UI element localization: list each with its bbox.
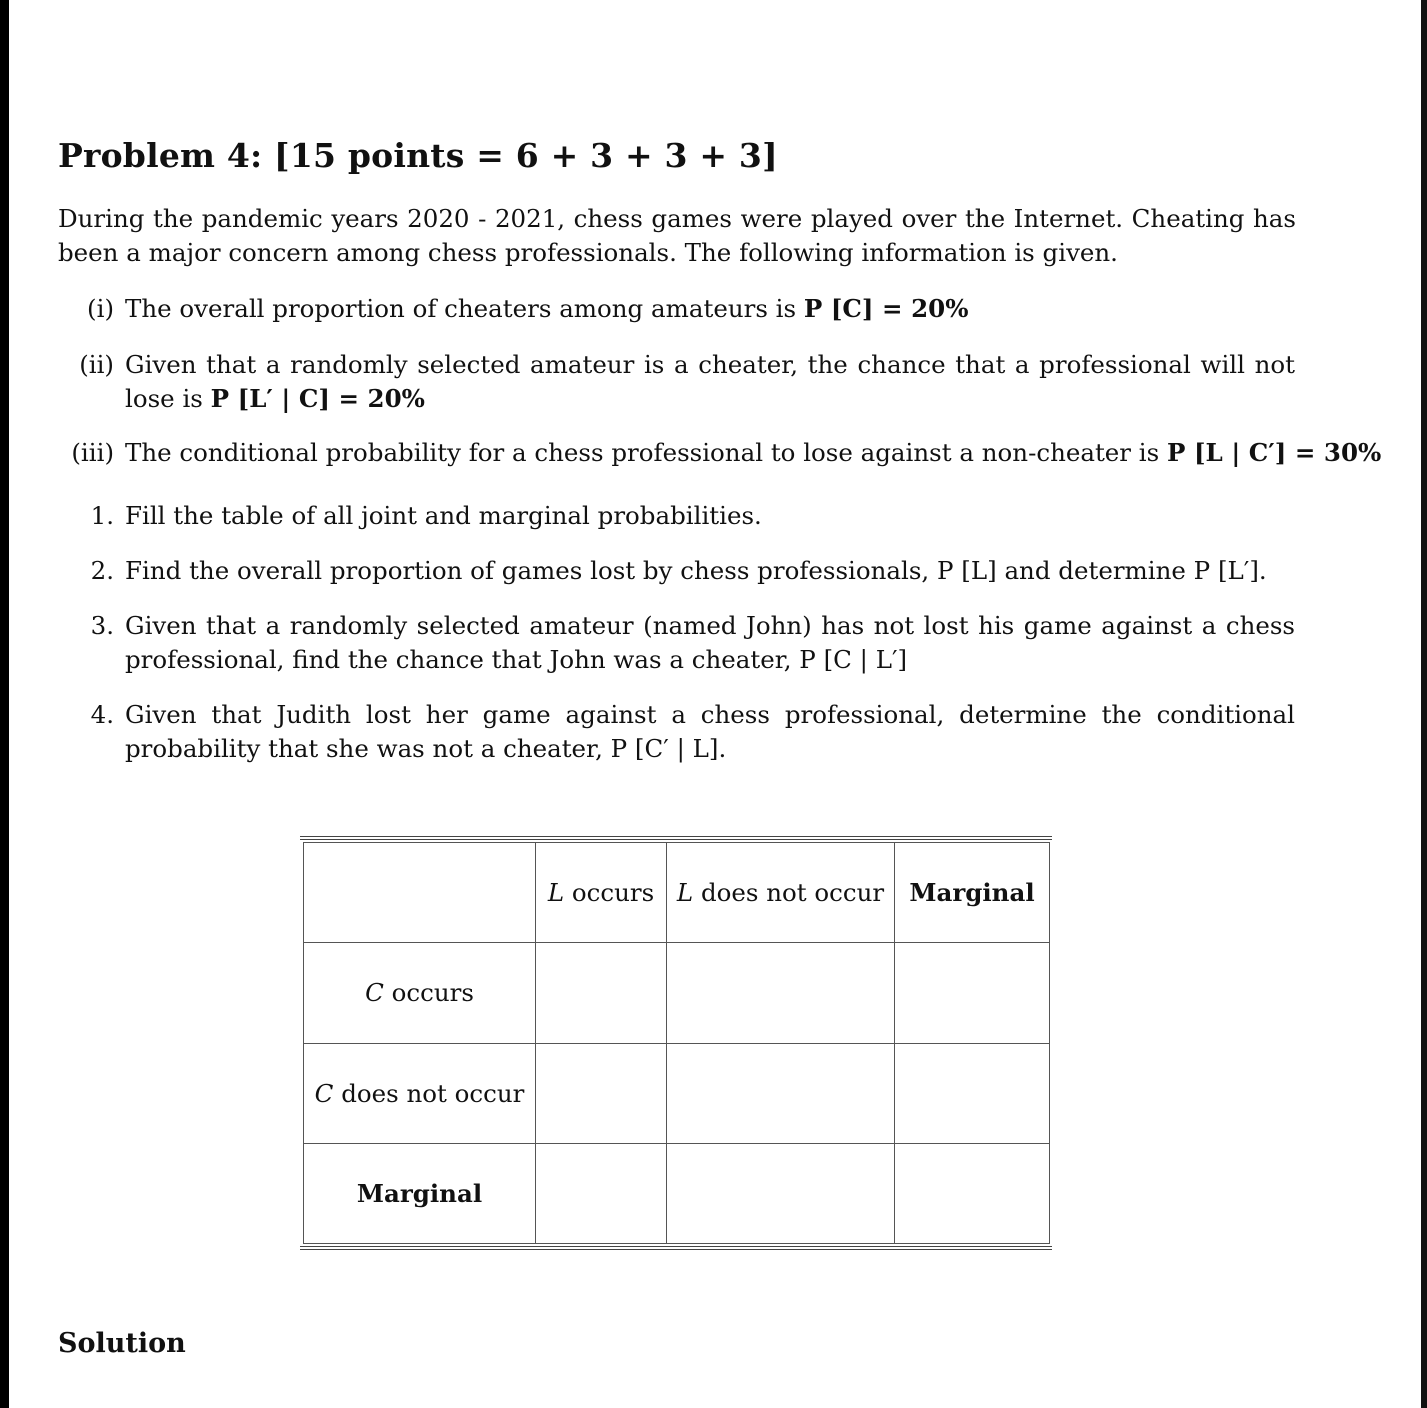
given-text: The overall proportion of cheaters among amateurs is: [125, 294, 797, 323]
solution-heading: Solution: [58, 1328, 186, 1359]
window-left-edge: [0, 0, 9, 1408]
table-top-rule: [300, 839, 1052, 840]
task-label: 2.: [90, 556, 114, 585]
problem-intro: During the pandemic years 2020 - 2021, chess games were played over the Internet. Cheating has been a major concern among chess professionals. The following information is given.: [58, 204, 1296, 267]
task-label: 4.: [90, 700, 114, 729]
task-text: Given that a randomly selected amateur (named John) has not lost his game against a chess professional, find the chance that John was a cheater, P [C | L′]: [125, 611, 1295, 674]
task-text: Given that Judith lost her game against a chess professional, determine the conditional probability that she was not a cheater, P [C′ | L].: [125, 700, 1295, 763]
table-row: [304, 1043, 1050, 1143]
table-bottom-rule: [300, 1246, 1052, 1247]
problem-title: Problem 4: [15 points = 6 + 3 + 3 + 3]: [58, 136, 778, 175]
table-cell[interactable]: [667, 943, 895, 1043]
table-cell[interactable]: [536, 1043, 667, 1143]
table-cell[interactable]: [895, 1143, 1050, 1243]
table-header-row: [304, 843, 1050, 943]
task-text: Find the overall proportion of games lost by chess professionals, P [L] and determine P [L′].: [125, 556, 1267, 585]
given-label: (i): [87, 294, 114, 323]
given-text: The conditional probability for a chess professional to lose against a non-cheater is: [125, 438, 1160, 467]
table-top-rule: [300, 836, 1052, 837]
table-cell[interactable]: [667, 1143, 895, 1243]
given-formula: P [L′ | C] = 20%: [210, 384, 425, 413]
table-cell[interactable]: [895, 1043, 1050, 1143]
given-label: (ii): [79, 350, 114, 379]
task-text: Fill the table of all joint and marginal probabilities.: [125, 501, 762, 530]
table-cell[interactable]: [895, 943, 1050, 1043]
table-bottom-rule: [300, 1249, 1052, 1250]
table-row: [304, 1143, 1050, 1243]
task-label: 3.: [90, 611, 114, 640]
col-header-l-occurs: L occurs: [536, 843, 667, 943]
table-cell[interactable]: [536, 943, 667, 1043]
table-cell[interactable]: [667, 1043, 895, 1143]
table-cell[interactable]: [536, 1143, 667, 1243]
probability-table: [300, 836, 1052, 1250]
window-right-edge: [1421, 0, 1427, 1408]
col-header-l-not-occur: L does not occur: [667, 843, 895, 943]
probability-grid: [303, 842, 1050, 1244]
task-label: 1.: [90, 501, 114, 530]
table-row: [304, 943, 1050, 1043]
given-label: (iii): [71, 438, 114, 467]
col-header-marginal: Marginal: [895, 843, 1050, 943]
given-formula: P [L | C′] = 30%: [1167, 438, 1382, 467]
given-text: Given that a randomly selected amateur is a cheater, the chance that a professional will not lose is: [125, 350, 1295, 413]
row-header-marginal: Marginal: [304, 1143, 536, 1243]
given-formula: P [C] = 20%: [803, 294, 969, 323]
row-header-c-not-occur: C does not occur: [304, 1043, 536, 1143]
row-header-c-occurs: C occurs: [304, 943, 536, 1043]
table-corner-cell: [304, 843, 536, 943]
